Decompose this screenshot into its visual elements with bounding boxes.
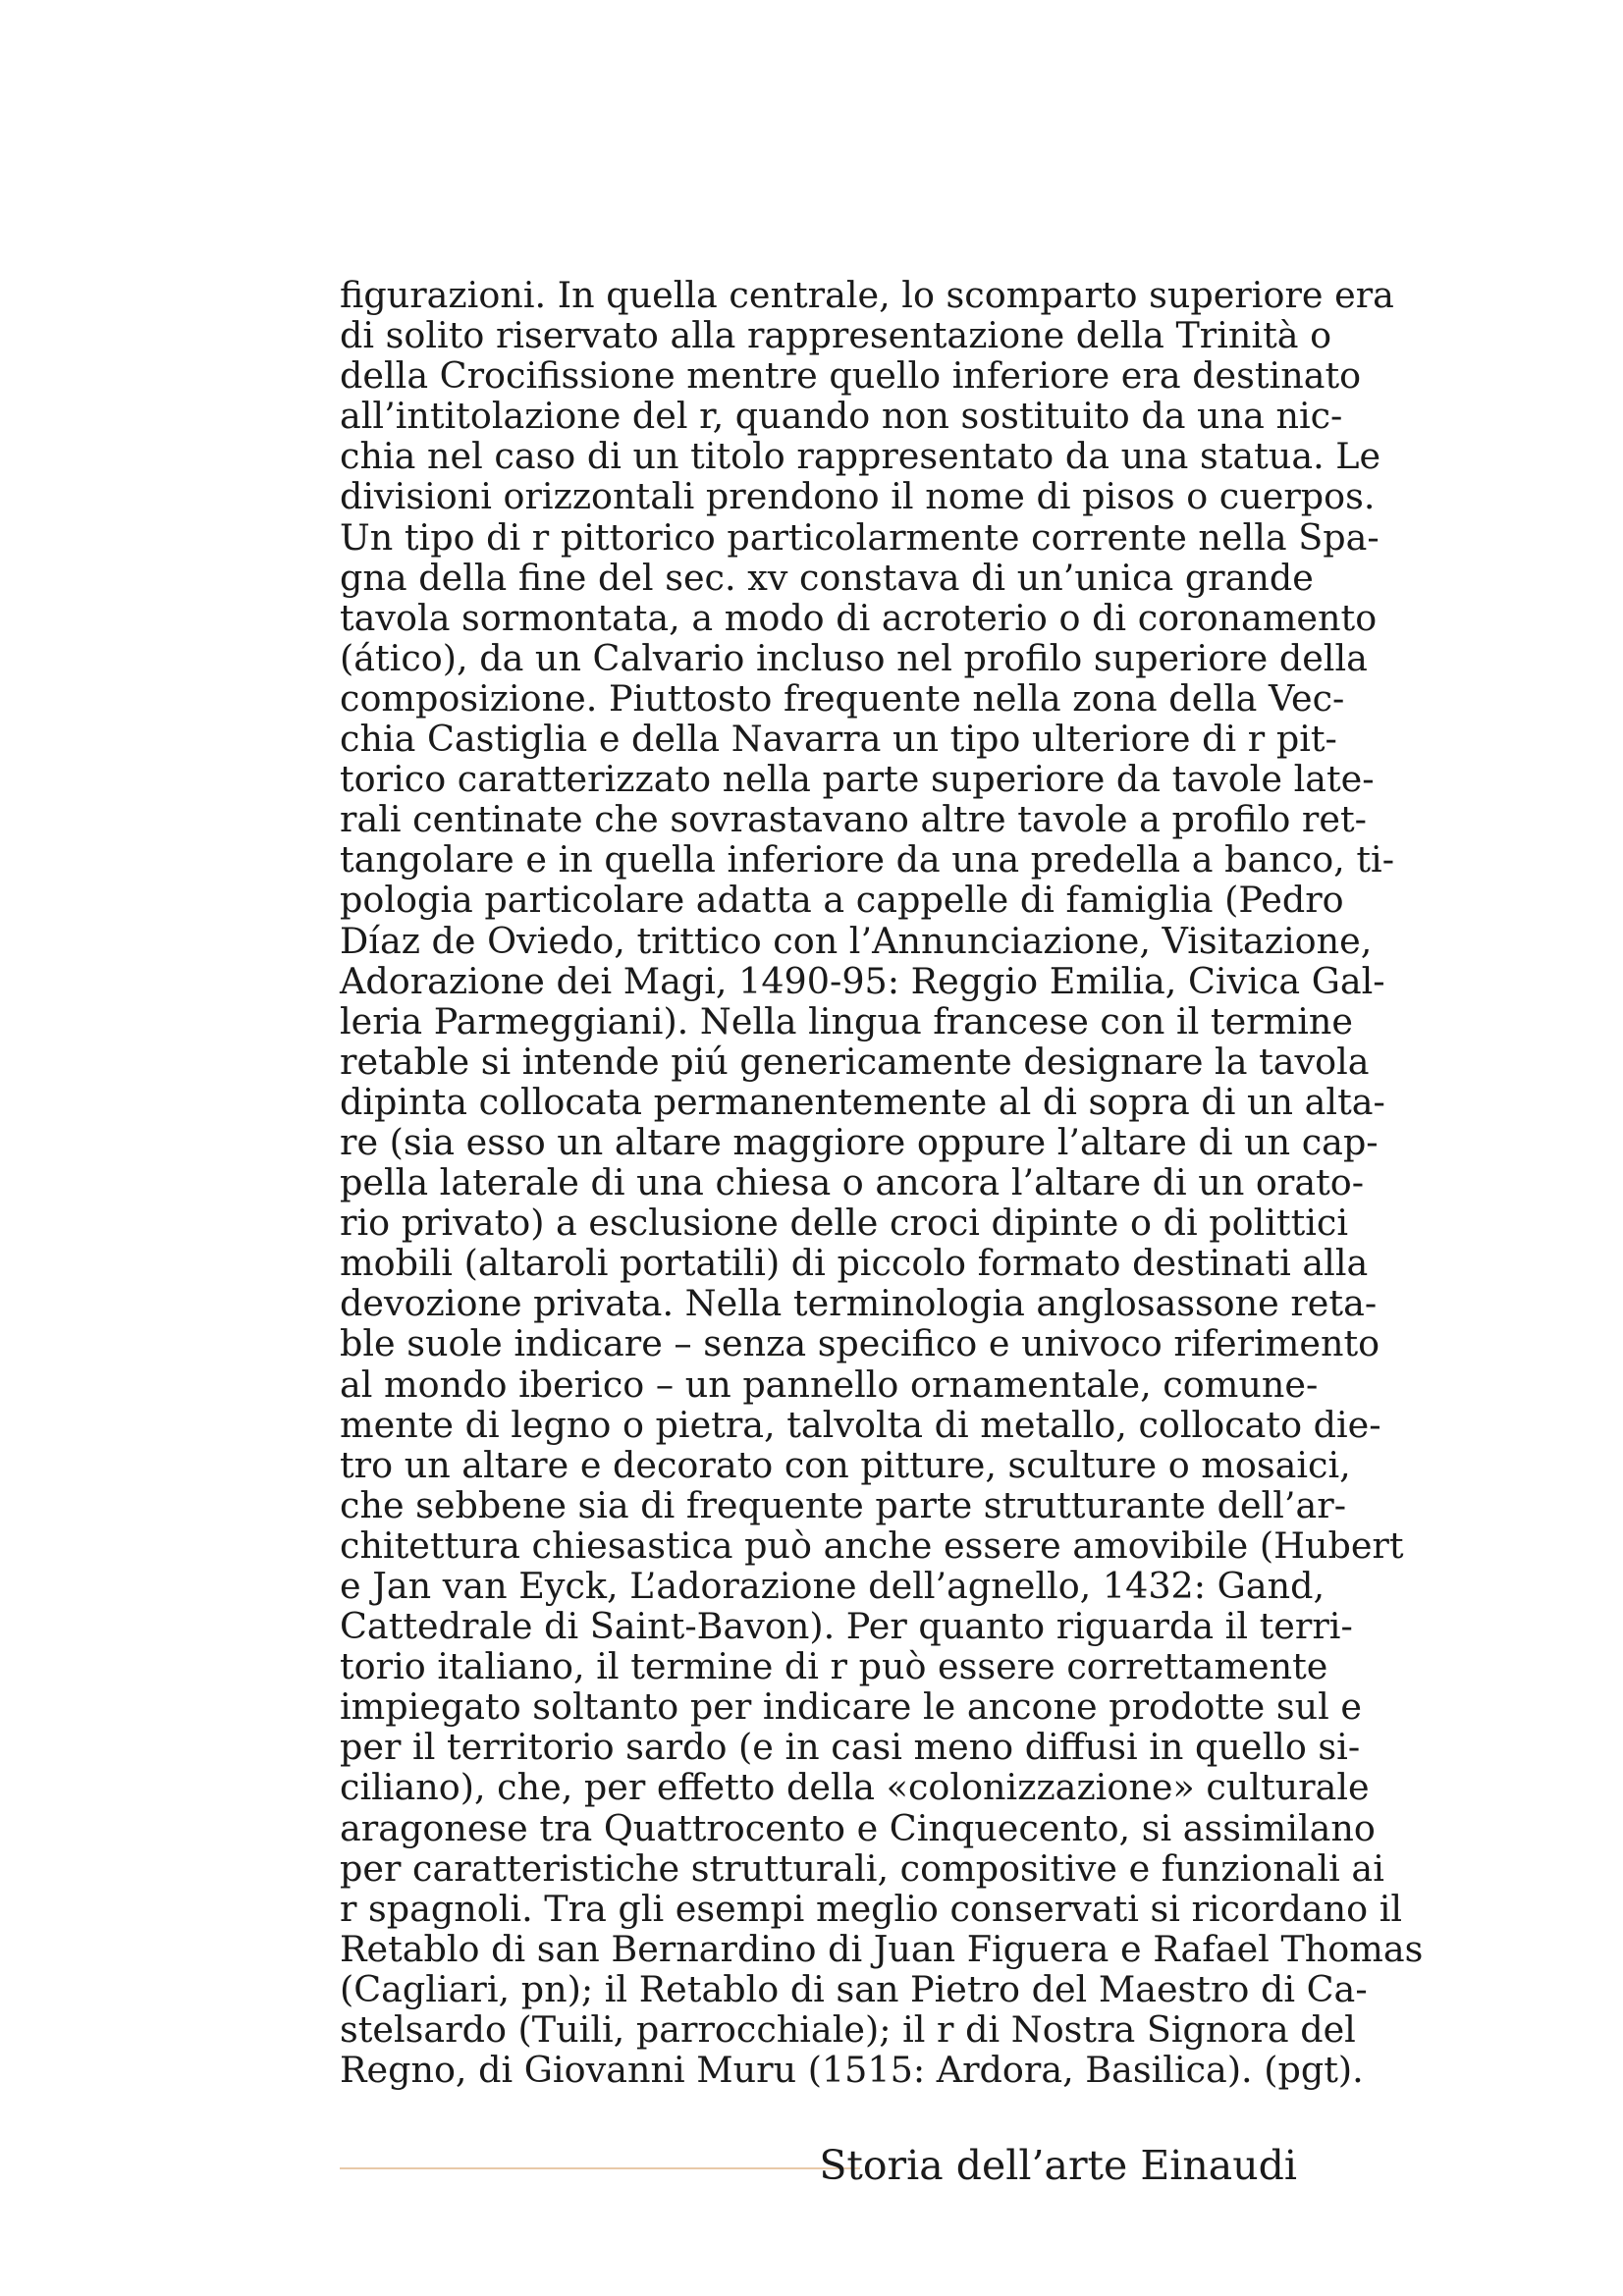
text-line: gna della fine del sec. xv constava di un’unica grande bbox=[340, 556, 1314, 599]
text-line: per il territorio sardo (e in casi meno diffusi in quello si- bbox=[340, 1726, 1361, 1769]
text-line: (Cagliari, pn); il Retablo di san Pietro del Maestro di Ca- bbox=[340, 1967, 1368, 2010]
text-line: al mondo iberico – un pannello ornamentale, comune- bbox=[340, 1362, 1319, 1406]
body-text bbox=[340, 274, 1424, 2092]
text-line: leria Parmeggiani). Nella lingua francese con il termine bbox=[340, 999, 1354, 1042]
text-line: composizione. Piuttosto frequente nella zona della Vec- bbox=[340, 676, 1345, 720]
text-line: (ático), da un Calvario incluso nel profilo superiore della bbox=[340, 636, 1368, 679]
text-line: di solito riservato alla rappresentazione della Trinità o bbox=[340, 314, 1332, 357]
footer-title: Storia dell’arte Einaudi bbox=[819, 2142, 1297, 2189]
text-line: torio italiano, il termine di r può essere correttamente bbox=[340, 1645, 1328, 1688]
text-line: Cattedrale di Saint-Bavon). Per quanto riguarda il terri- bbox=[340, 1605, 1353, 1648]
text-line: figurazioni. In quella centrale, lo scomparto superiore era bbox=[340, 274, 1394, 316]
text-line: Díaz de Oviedo, trittico con l’Annunciazione, Visitazione, bbox=[340, 919, 1373, 962]
footer-rule bbox=[340, 2167, 860, 2169]
text-line: ble suole indicare – senza specifico e univoco riferimento bbox=[340, 1322, 1380, 1365]
text-line: e Jan van Eyck, L’adorazione dell’agnello, 1432: Gand, bbox=[340, 1565, 1325, 1607]
text-line: chia nel caso di un titolo rappresentato da una statua. Le bbox=[340, 435, 1381, 478]
text-line: mobili (altaroli portatili) di piccolo formato destinati alla bbox=[340, 1242, 1369, 1285]
text-line: Retablo di san Bernardino di Juan Figuera e Rafael Thomas bbox=[340, 1927, 1424, 1970]
text-line: impiegato soltanto per indicare le ancone prodotte sul e bbox=[340, 1685, 1362, 1729]
text-line: aragonese tra Quattrocento e Cinquecento, si assimilano bbox=[340, 1806, 1376, 1849]
text-line: tro un altare e decorato con pitture, sculture o mosaici, bbox=[340, 1443, 1351, 1486]
text-line: devozione privata. Nella terminologia anglosassone reta- bbox=[340, 1282, 1378, 1325]
text-line: della Crocifissione mentre quello inferiore era destinato bbox=[340, 354, 1362, 398]
text-line: rio privato) a esclusione delle croci dipinte o di polittici bbox=[340, 1201, 1349, 1245]
text-line: tavola sormontata, a modo di acroterio o di coronamento bbox=[340, 596, 1378, 639]
text-line: Un tipo di r pittorico particolarmente corrente nella Spa- bbox=[340, 515, 1380, 559]
text-line: retable si intende piú genericamente designare la tavola bbox=[340, 1040, 1370, 1083]
text-line: ciliano), che, per effetto della «colonizzazione» culturale bbox=[340, 1766, 1370, 1809]
text-line: tangolare e in quella inferiore da una predella a banco, ti- bbox=[340, 838, 1395, 881]
text-line: divisioni orizzontali prendono il nome di pisos o cuerpos. bbox=[340, 475, 1376, 518]
text-line: stelsardo (Tuili, parrocchiale); il r di Nostra Signora del bbox=[340, 2008, 1356, 2052]
text-line-last: Regno, di Giovanni Muru (1515: Ardora, Basilica). (pgt). bbox=[340, 2049, 1364, 2092]
text-line: mente di legno o pietra, talvolta di metallo, collocato die- bbox=[340, 1403, 1381, 1446]
text-line: rali centinate che sovrastavano altre tavole a profilo ret- bbox=[340, 798, 1367, 841]
text-line: per caratteristiche strutturali, compositive e funzionali ai bbox=[340, 1846, 1384, 1890]
text-line: Adorazione dei Magi, 1490-95: Reggio Emilia, Civica Gal- bbox=[340, 959, 1385, 1002]
text-line: r spagnoli. Tra gli esempi meglio conservati si ricordano il bbox=[340, 1887, 1403, 1930]
text-line: all’intitolazione del r, quando non sostituito da una nic- bbox=[340, 395, 1343, 438]
text-line: re (sia esso un altare maggiore oppure l’altare di un cap- bbox=[340, 1120, 1379, 1163]
text-line: chitettura chiesastica può anche essere amovibile (Hubert bbox=[340, 1523, 1404, 1567]
text-line: che sebbene sia di frequente parte strutturante dell’ar- bbox=[340, 1483, 1347, 1526]
text-line: pella laterale di una chiesa o ancora l’altare di un orato- bbox=[340, 1161, 1365, 1204]
text-line: torico caratterizzato nella parte superiore da tavole late- bbox=[340, 758, 1375, 801]
text-line: chia Castiglia e della Navarra un tipo ulteriore di r pit- bbox=[340, 718, 1337, 761]
text-line: pologia particolare adatta a cappelle di famiglia (Pedro bbox=[340, 879, 1344, 922]
text-line: dipinta collocata permanentemente al di sopra di un alta- bbox=[340, 1080, 1385, 1123]
